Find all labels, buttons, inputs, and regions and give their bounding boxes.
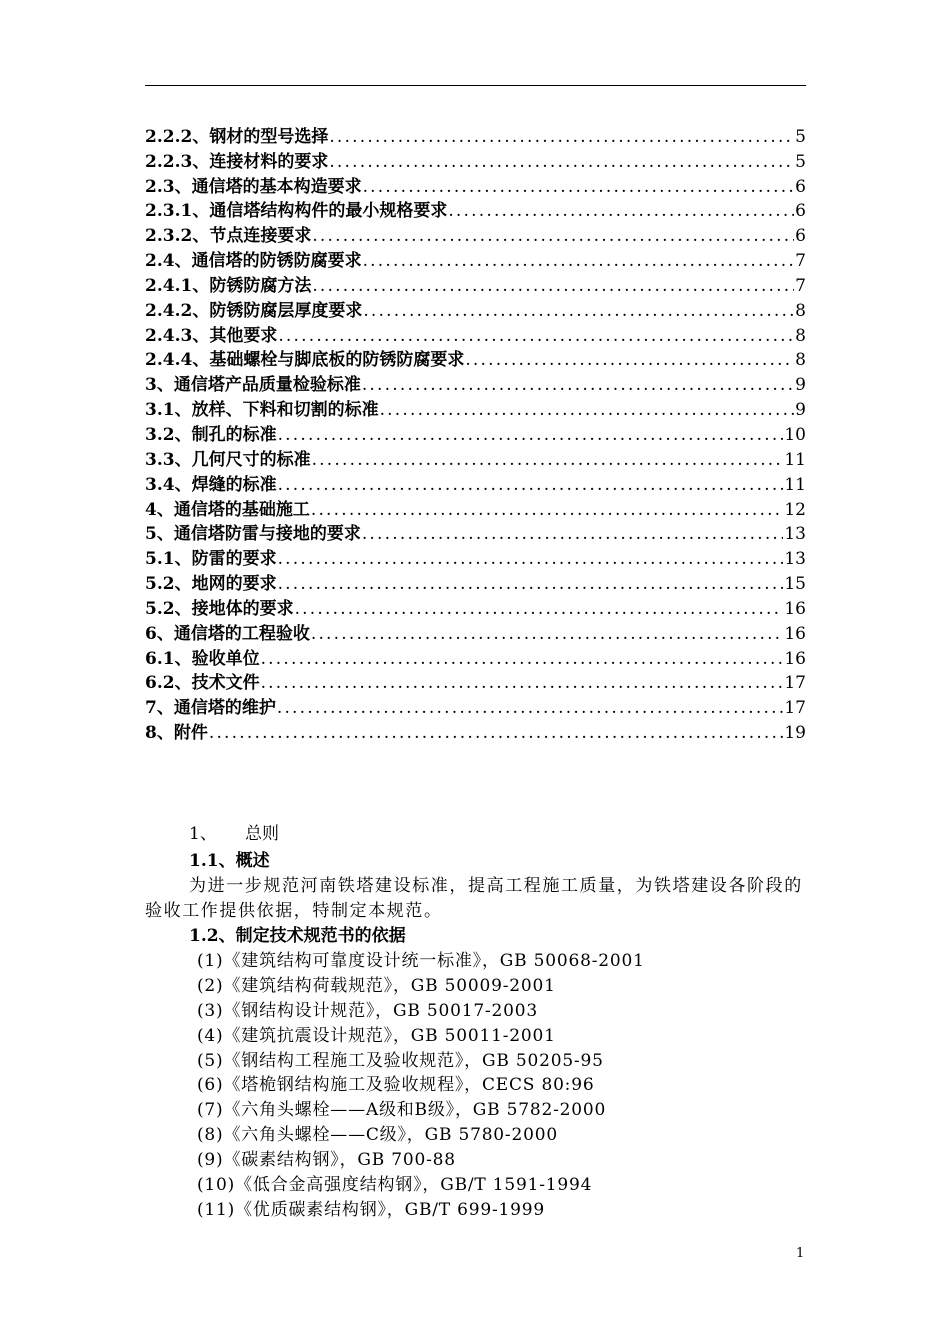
toc-entry-title: 6.2、技术文件 — [145, 673, 260, 694]
toc-leader-dots — [363, 175, 795, 199]
toc-entry-title: 2.2.2、钢材的型号选择 — [145, 126, 329, 147]
toc-entry[interactable] — [145, 372, 806, 397]
toc-entry-page: 6 — [795, 201, 806, 222]
toc-entry[interactable] — [145, 720, 806, 745]
reference-item: (11)《优质碳素结构钢》，GB/T 699-1999 — [197, 1199, 545, 1220]
toc-entry[interactable] — [145, 695, 806, 720]
reference-list — [145, 949, 806, 1223]
toc-entry-title: 5、通信塔防雷与接地的要求 — [145, 524, 361, 545]
table-of-contents — [145, 124, 806, 745]
subsection-heading: 1.1、概述 — [189, 851, 270, 871]
toc-leader-dots — [329, 125, 794, 149]
reference-item: (3)《钢结构设计规范》，GB 50017-2003 — [197, 1000, 538, 1021]
toc-entry-page: 5 — [795, 151, 806, 172]
toc-leader-dots — [363, 299, 794, 323]
toc-entry-page: 5 — [795, 126, 806, 147]
toc-leader-dots — [329, 150, 794, 174]
toc-entry-page: 8 — [795, 325, 806, 346]
toc-entry[interactable] — [145, 248, 806, 273]
toc-leader-dots — [465, 348, 794, 372]
toc-leader-dots — [363, 249, 795, 273]
toc-leader-dots — [261, 671, 784, 695]
reference-item: (2)《建筑结构荷载规范》，GB 50009-2001 — [197, 975, 556, 996]
toc-entry-title: 4、通信塔的基础施工 — [145, 499, 310, 520]
toc-entry[interactable] — [145, 273, 806, 298]
toc-leader-dots — [311, 622, 784, 646]
toc-leader-dots — [278, 572, 784, 596]
toc-entry-page: 16 — [784, 623, 806, 644]
toc-entry-page: 6 — [795, 226, 806, 247]
toc-leader-dots — [278, 473, 784, 497]
toc-entry-title: 8、附件 — [145, 723, 208, 744]
toc-entry[interactable] — [145, 422, 806, 447]
toc-entry[interactable] — [145, 671, 806, 696]
toc-entry-title: 5.2、地网的要求 — [145, 574, 277, 595]
section-number: 1、 — [189, 824, 217, 844]
toc-leader-dots — [278, 423, 784, 447]
reference-item: (5)《钢结构工程施工及验收规范》，GB 50205-95 — [197, 1050, 604, 1071]
toc-entry-page: 10 — [784, 424, 806, 445]
toc-entry-page: 16 — [784, 598, 806, 619]
toc-entry[interactable] — [145, 546, 806, 571]
toc-entry[interactable] — [145, 447, 806, 472]
reference-item: (6)《塔桅钢结构施工及验收规程》，CECS 80:96 — [197, 1075, 595, 1096]
toc-entry[interactable] — [145, 323, 806, 348]
reference-item: (8)《六角头螺栓——C级》，GB 5780-2000 — [197, 1125, 558, 1146]
overview-paragraph: 为进一步规范河南铁塔建设标准，提高工程施工质量，为铁塔建设各阶段的验收工作提供依据，特制定本规范。 — [145, 876, 803, 921]
toc-entry-title: 2.3.1、通信塔结构构件的最小规格要求 — [145, 201, 448, 222]
toc-entry-page: 15 — [784, 574, 806, 595]
toc-entry[interactable] — [145, 397, 806, 422]
toc-entry-page: 13 — [784, 524, 806, 545]
toc-leader-dots — [362, 522, 784, 546]
reference-item: (9)《碳素结构钢》，GB 700-88 — [197, 1150, 456, 1171]
page-number: 1 — [796, 1246, 805, 1261]
toc-entry-page: 19 — [784, 723, 806, 744]
toc-entry-page: 7 — [795, 275, 806, 296]
toc-entry-title: 6.1、验收单位 — [145, 648, 260, 669]
toc-entry[interactable] — [145, 522, 806, 547]
toc-leader-dots — [278, 324, 794, 348]
toc-entry-title: 7、通信塔的维护 — [145, 698, 276, 719]
toc-entry-page: 7 — [795, 251, 806, 272]
toc-leader-dots — [261, 647, 784, 671]
toc-entry[interactable] — [145, 571, 806, 596]
toc-entry-page: 13 — [784, 549, 806, 570]
section-heading — [145, 820, 806, 848]
toc-entry-title: 3.4、焊缝的标准 — [145, 474, 277, 495]
toc-entry[interactable] — [145, 348, 806, 373]
toc-entry[interactable] — [145, 497, 806, 522]
toc-entry-page: 17 — [784, 673, 806, 694]
toc-leader-dots — [312, 448, 784, 472]
toc-entry-page: 17 — [784, 698, 806, 719]
toc-entry-title: 3、通信塔产品质量检验标准 — [145, 375, 361, 396]
section-title: 总则 — [245, 824, 279, 844]
toc-entry-title: 2.3、通信塔的基本构造要求 — [145, 176, 362, 197]
toc-entry-title: 6、通信塔的工程验收 — [145, 623, 310, 644]
toc-entry-title: 2.4.1、防锈防腐方法 — [145, 275, 312, 296]
toc-entry-title: 3.1、放样、下料和切割的标准 — [145, 400, 379, 421]
subsection-heading: 1.2、制定技术规范书的依据 — [189, 926, 406, 946]
toc-entry-title: 2.3.2、节点连接要求 — [145, 226, 312, 247]
reference-item: (1)《建筑结构可靠度设计统一标准》，GB 50068-2001 — [197, 951, 645, 971]
toc-leader-dots — [277, 696, 784, 720]
toc-entry[interactable] — [145, 124, 806, 149]
toc-leader-dots — [362, 373, 794, 397]
toc-entry[interactable] — [145, 621, 806, 646]
toc-entry[interactable] — [145, 472, 806, 497]
reference-item: (4)《建筑抗震设计规范》，GB 50011-2001 — [197, 1025, 556, 1046]
toc-entry[interactable] — [145, 174, 806, 199]
toc-leader-dots — [380, 398, 795, 422]
toc-entry-page: 12 — [784, 499, 806, 520]
toc-entry-title: 5.2、接地体的要求 — [145, 598, 294, 619]
reference-item: (10)《低合金高强度结构钢》，GB/T 1591-1994 — [197, 1175, 593, 1196]
toc-entry[interactable] — [145, 298, 806, 323]
toc-entry[interactable] — [145, 199, 806, 224]
toc-entry[interactable] — [145, 596, 806, 621]
toc-leader-dots — [295, 597, 784, 621]
toc-entry-page: 11 — [784, 474, 806, 495]
header-rule — [145, 85, 806, 86]
toc-leader-dots — [312, 224, 794, 248]
toc-entry-title: 2.4.4、基础螺栓与脚底板的防锈防腐要求 — [145, 350, 465, 371]
toc-entry-page: 16 — [784, 648, 806, 669]
reference-item: (7)《六角头螺栓——A级和B级》，GB 5782-2000 — [197, 1100, 607, 1121]
toc-entry-title: 3.3、几何尺寸的标准 — [145, 449, 311, 470]
toc-entry[interactable] — [145, 646, 806, 671]
toc-leader-dots — [312, 274, 794, 298]
toc-entry-page: 8 — [795, 350, 806, 371]
toc-entry-title: 3.2、制孔的标准 — [145, 424, 277, 445]
toc-entry-page: 11 — [784, 449, 806, 470]
toc-leader-dots — [448, 199, 794, 223]
toc-entry-page: 6 — [795, 176, 806, 197]
body-section — [145, 820, 806, 1223]
toc-entry-title: 2.4.2、防锈防腐层厚度要求 — [145, 300, 363, 321]
toc-leader-dots — [311, 498, 784, 522]
toc-entry-page: 8 — [795, 300, 806, 321]
toc-leader-dots — [209, 721, 784, 745]
toc-entry-title: 2.2.3、连接材料的要求 — [145, 151, 329, 172]
toc-entry-title: 2.4、通信塔的防锈防腐要求 — [145, 251, 362, 272]
toc-entry-title: 5.1、防雷的要求 — [145, 549, 277, 570]
toc-entry-title: 2.4.3、其他要求 — [145, 325, 278, 346]
toc-entry-page: 9 — [795, 400, 806, 421]
toc-leader-dots — [278, 547, 784, 571]
toc-entry-page: 9 — [795, 375, 806, 396]
toc-entry[interactable] — [145, 149, 806, 174]
toc-entry[interactable] — [145, 223, 806, 248]
